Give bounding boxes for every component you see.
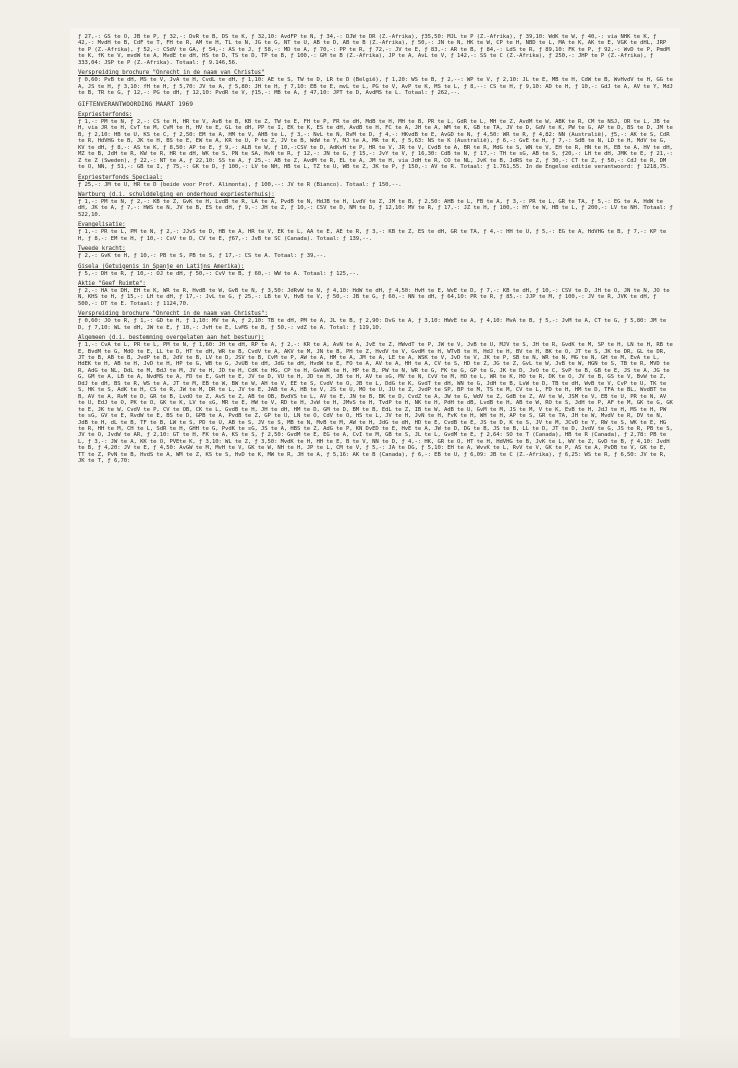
- section-wartburg: [78, 192, 674, 218]
- section-heading: Evangelisatie:: [78, 222, 126, 229]
- section-body: ƒ 25,-: JM te U, HR te D (beide voor Prof. Alimonta), ƒ 100,--: JV te R (Bianco). Totaal: ƒ 150,--.: [78, 181, 402, 188]
- section-heading: Aktie "Geef Ruimte":: [78, 281, 146, 287]
- section-expriesterfonds-speciaal: [78, 175, 674, 188]
- section-heading: Verspreiding brochure "Onrecht in de naam van Christus": [78, 70, 265, 77]
- section-tweede-kracht: [78, 246, 674, 259]
- section-heading: Expriesterfonds Speciaal:: [78, 174, 163, 181]
- scan-shadow: [0, 1032, 738, 1068]
- section-heading: Expriesterfonds:: [78, 112, 133, 119]
- section-body: ƒ 5,-: DH te R, ƒ 10,-: OJ te dH, ƒ 50,-: CvV te B, ƒ 60,-: WW te A. Totaal: ƒ 125,--.: [78, 270, 360, 277]
- intro-paragraph: ƒ 27,-: GS te O, JB te P, ƒ 32,-: DvR te B, DS te K, ƒ 32,10: AvdFP te N, ƒ 34,-: DJW te DR (Z.-Afrika), ƒ35,50: MJL te P (Z.-Afrika), ƒ 39,10: WdK te W, ƒ 40,-: via NHK te K, ƒ 42,-: MvdH te B, CdF te T, FH te R, AM te H, TL te N, JG te G, NT te U, AB te D, AB te B (Z.-Afrika), ƒ 50,-: JN te N, HK te W, CP te H, NBD te L, MA te K, AK te E, VGK te dHL, JRP te P (Z.-Afrika), ƒ 52,-: CSdV te GA, ƒ 54,-: AS te J, ƒ 58,-: MD te A, ƒ 70,-: PP te R, ƒ 72,-: JV te E, ƒ 83,-: AR te B, ƒ 84,-: LdS te R, ƒ 89,10: FK te P, ƒ 92,-: WvD te P, PmdM te K, fK te V, mvdW te A, MvdE te dH, HS te D, TS te D, TP te B, ƒ 100,-: GM te B (Z.-Afrika), JP te A, AvL te V, ƒ 142,-: SS te C (Z.-Afrika), ƒ 250,-: JHP te P (Z.-Afrika), ƒ 333,04: JSP te P (Z.-Afrika). Totaal: ƒ 9.146,56.: [78, 34, 670, 66]
- section-brochure-first: [78, 70, 674, 96]
- section-body: ƒ 2,-: GvK te H, ƒ 10,-: PB te S, PB te S, ƒ 17,-: CS te A. Totaal: ƒ 39,--.: [78, 253, 327, 260]
- section-body: ƒ 1,-: PR te L, PM te N, ƒ 2,-: JJvS te D, HB te A, HR te V, EK te L, AA te E, AE te R, ƒ 3,-: KB te Z, ES te dH, GR te TA, ƒ 4,-: HH te U, ƒ 5,-: EG te A, HdVHG te B, ƒ 7,-: KP te H, ƒ 8,-: EM te H, ƒ 10,-: CsV te D, CV te E, ƒ67,-: JvB te SC (Canada). Totaal: ƒ 139,--.: [78, 229, 667, 242]
- section-heading: Wartburg (d.i. schulddelging en onderhoud expriesterhuis):: [78, 192, 275, 199]
- section-body: ƒ 1,-: CvA te L, PR te L, PM te N, ƒ 1,60: JH te dH, RP te A, ƒ 2,-: KR te A, AvN te A, JvE te Z, HWvdT te P, JW te V, JvB te U, MJV te S, JH te R, GvdK te M, SP te H, LN te H, RB te E, BvdM te G, MdO te E, LL te D, HT te dH, WR te B, CvdV te A, AKV te M, JN te B, PH te Z, HvdV te V, GvdM te H, WTvB te H, HdJ te H, BV te H, BK te O, JT te S, JK te DR, GL te DR, JT te B, AB te B, JvdP te B, JdV te B, LV te D, JSV te B, CvM te P, AW te A, HM te A, JM te A, LE te A, WSK te V, JvD te V, JK te P, SB te N, WR te N, MG te N, GH te M, EvA te L, HdEK te H, AB te H, JvD te H, HP te G, WB te G, JvUB te dH, JdG te dH, HvdW te E, FO te A, AV te A, HH te A, CV te S, HD te Z, JG te Z, GvL te W, JvB te W, HGN te S, TB te R, MVD te R, AdG te NL, DdL te M, BdJ te M, JV te H, JD te H, CdK te HG, CP te H, GvAWK te H, HP te B, PW te N, WR te G, FK te G, GP te G, JK te D, JvO te C, SvP te B, GB te E, JS te A, JG te G, GM te A, LB te A, NvdMS te A, FD te E, GvH te E, JV te D, VU te H, JD te H, JB te H, AV te sG, MV te N, CvV te M, HO te L, WR te K, HO te R, DK te O, JV te B, GS te V, BvW te Z, DdJ te dH, BS te R, WS te A, JT te M, EB te W, BW te W, AH te V, EE te S, CvdV te O, JB te L, DdG te K, GvdT te dH, WN te G, JdH te B, LvW te D, TB te dH, WvB te V, CvP te U, TK te S, HK te S, AdK te H, CS te R, JW te M, DR te L, JV te E, JAB te A, HB te V, JS te U, MO te U, JU te Z, JvdP te SP, BP te M, TS te M, CV te L, FD te H, HM te D, TFA te BL, WvdBT te B, AV te A, RvM te D, GR te B, LvdO te Z, AvS te Z, AB te OB, BvdVS te L, AV te E, JN te B, BK te D, CvdZ te A, JW te G, WdV te Z, GdB te Z, AV te W, JSM te V, EB te U, PR te N, AV te U, EdJ te O, PK te O, GK te K, LV te sG, MR te E, HW te V, RD te H, JvW te H, JMvS te H, TvdP te H, NK te H, PdH te dB, LvdB te H, AB te W, RO te S, JdH te P, AF te M, GK te G, GK te E, JK te W, CvdV te P, CV te OB, CK te L, GvdB te H, JH te dH, HM te D, GM te D, BM te B, EdL te Z, IB te W, AdB te U, GvM te M, JS te M, V te K, EvB te H, JdJ te H, MS te H, PW te sG, GV te E, RvdW te E, BS te D, GPB te A, PvdB te Z, GP te U, LN te O, CdV te O, HS te L, JV te H, JvN te H, FvK te H, WH te H, AP te S, GR te TA, JH te W, MvdV te R, DV te N, JdB te H, dL te B, TF te B, LW te S, PD te U, AB te S, JV te S, MB te N, MvB te M, AW te H, JdG te dH, HD te E, CvdB te E, JS te D, K te S, JV te M, JCvD te Y, RW te S, WK te E, HG te R, HH te M, CH te L, SdR te H, GHH te G, PvdK te sG, JS te A, HBS te Z, AdG te P, KN DvED te E, HvE te A, JW te D, DG te B, JS te B, LL te D, JT te D, JvdV te G, JS te R, PB te S, JV te O, JvdW te AR, ƒ 2,10: GT te H, FK te A, KS te S, ƒ 2,50: GvdM te E, EG te A, CvI te M, GB te S, JL te L, GvdM te E, ƒ 2,64: SO te T (Canada), HB te R (Canada), ƒ 2,78: PB te L, ƒ 3,-: JW te A, KK te O, PVEte K, ƒ 3,10: WL te Z, ƒ 3,50: MvdK te H, HH te E, B te V, NN te D, ƒ 4,-: HK, GR te O, HT te H, HdVHG te B, JvK te L, WV te Z, GvD te B, ƒ 4,10: JvdH te B, ƒ 4,20: JV te E, ƒ 4,50: AvGW te M, MvH te V, GK te W, NH te H, JP te L, CM te V, ƒ 5,-: JA te DG, ƒ 5,10: EH te A, WvvK te L, RvV te V, GK te P, AS te A, PvDB te V, GK te E, TT te Z, PvN te B, HvdS te A, WM te Z, KS te S, HvD te K, MW te R, JH te A, ƒ 5,16: AK te B (Canada), ƒ 6,-: EB te U, ƒ 6,09: JB te C (Z.-Afrika), ƒ 6,25: WS te R, ƒ 6,50: JV te R, JK te T, ƒ 6,70:: [78, 342, 673, 465]
- section-heading: Algemeen (d.i. bestemming overgelaten aan het bestuur):: [78, 335, 265, 342]
- section-gisela: [78, 264, 674, 277]
- section-expriesterfonds: [78, 112, 674, 171]
- section-body: ƒ 0,60: JO te R, ƒ 1,-: GD te H, ƒ 1,10: MV te A, ƒ 2,10: TB te dH, PM te A, JL te B, ƒ 2,90: DvG te A, ƒ 3,10: HWvE te A, ƒ 4,10: MvA te B, ƒ 5,-: JvM te A, CT te G, ƒ 5,80: JM te D, ƒ 7,10: WL te dH, JW te E, ƒ 10,-: JvH te E, LvMS te B, ƒ 50,-: vdZ te A. Total: ƒ 119,10.: [78, 318, 667, 331]
- section-body: ƒ 0,60: PvB te dH, MS te V, JvA te H, CvdL te dH, ƒ 1,10: AE te S, TW te D, LR te D (België), ƒ 1,20: WS te B, ƒ 2,--: WP te V, ƒ 2,10: JL te E, MB te H, CdW te B, WvHvdV te H, GG te A, JS te H, ƒ 3,10: fH te H, ƒ 5,70: JV te A, ƒ 5,80: JH te H, ƒ 7,10: EB te E, mvL te L, PG te V, AvP te K, MS te L, ƒ 8,--: CS te H, ƒ 9,10: AD te H, ƒ 10,-: GdJ te A, AV te Y, MdJ te B, TR te G, ƒ 12,-: PG te dH, ƒ 12,10: PvdR te V, ƒ15,-: MB te A, ƒ 47,10: JPT te D, AvdMS te L. Totaal: ƒ 262,--.: [78, 77, 673, 97]
- section-algemeen: [78, 335, 674, 465]
- section-aktie-geef-ruimte: [78, 281, 674, 307]
- section-body: ƒ 2,-: HA te DH, EH te K, WR te R, HvdB te W, GvB te N, ƒ 3,50: JdRvW te N, ƒ 4,10: HdW te dH, ƒ 4,50: HvH te E, WvE te D, ƒ 7,-: KB te dH, ƒ 10,-: CSV te D, JH te O, JN te N, JO te N, KHS te H, ƒ 15,-: LH te dH, ƒ 17,-: JvL te G, ƒ 25,-: LB te V, HvB te V, ƒ 50,-: JB te G, ƒ 60,-: NN te dH, ƒ 64,10: PR te R, ƒ 85,-: JJP te M, ƒ 100,-: JV te R, JVK te dH, ƒ 500,-: DT te E. Totaal: ƒ 1124,70.: [78, 287, 670, 307]
- section-brochure-second: [78, 311, 674, 331]
- document-body: [78, 34, 674, 465]
- section-heading: Tweede kracht:: [78, 246, 126, 253]
- section-heading: Verspreiding brochure "Onrecht in de naam van Christus":: [78, 311, 268, 318]
- main-title: GIFTENVERANTWOORDING MAART 1969: [78, 100, 194, 108]
- section-evangelisatie: [78, 222, 674, 242]
- section-body: ƒ 1,-: PM te N, ƒ 2,-: CS te H, HR te V, AvB te B, KB te Z, TW te E, FH te P, FR te dH, MdB te H, MH te B, PR te L, GdR te L, MH te Z, AvdM te W, ABK te R, CM te NSJ, OR te L, JB te H, via JR te H, CvT te M, CvM te H, HV te E, GL te dH, PP te I, EK te K, ES te dH, AvdB te H, FC te A, JH te A, WM te K, GB te TA, JV te D, GdV te K, PW te G, AP te D, BS te D, JM te B, ƒ 2,10: HB te U, KS te C, ƒ 2,50: EM te A, HM te V, AHB te L, ƒ 3,-: NvL te N, RvM te D, ƒ 4,-: HKvdB te E, AvGD te N, ƒ 4,50: WR te R, ƒ 4,82: NN (Australië), ƒ5,-: AK te S, CdR te R, HdVHG te B, JK te H, BS te E, EW te A, KR te U, P te Z, JV te B, WdW te Y, MJ te A, MR te K, ƒ 5,63: NS te K (Australië), ƒ 6,-: GvE te H, ƒ 7,-: SdB te N, LD te H, MdV te G, KV te dH, ƒ 8,-: AS te K, ƒ 8,50: AP te E, ƒ 9,-: ALB te W, ƒ 10,-:CSV te D, AdKvH te P, HR te V, JR te V, CvdB te A, BR te R, MdG te S, WN te V, EH te R, HN te H, EB te A, HV te dH, MZ te B, JdH te R, KW te R, HR te dH, WK te S, PN te SA, HvN te R, ƒ 12,-: JN te G, ƒ 15,-: JvY te V, ƒ 16,30: CdB te N, ƒ 17,-: TH te sG, AB te S, ƒ20,-: LH te dH, JMK te E, ƒ 21,-: Z te Z (Sweden), ƒ 22,-: NT te A, ƒ 22,10: SS te A, ƒ 25,-: AB te Z, AvdM te R, EL te A, JM te H, via JdH te R, CO te NL, JvK te B, JdRS te Z, ƒ 30,-: CT te Z, ƒ 50,-: CdJ te R, DM te O, NN, ƒ 51,-: GB te I, ƒ 75,-: GK te D, ƒ 100,-: LV te NH, HB te L, TZ te U, WB te Z, JK te P, ƒ 150,-: AV te R. Totaal: ƒ 1.761,55. In de Engelse editie verantwoord: ƒ 1218,75.: [78, 118, 673, 171]
- section-body: ƒ 1,-: PM te N, ƒ 2,-: KB te Z, GvK te H, LvdB te R, LA te A, PvdB te N, HdJB te H, LvdV te Z, JM te B, ƒ 2,50: AHB te L, FB te A, ƒ 3,-: PR te L, GR te TA, ƒ 5,-: EG te A, HdW te dH, JK te A, ƒ 7,-: HWS te N, JV te B, ES te dH, ƒ 9,-: JH te Z, ƒ 10,-: CSV te D, NM te D, ƒ 12,10: MV te R, ƒ 17,-: JZ te H, ƒ 100,-: HY te W, HB te L, ƒ 200,-: LV te NH. Totaal: ƒ 522,10.: [78, 198, 673, 218]
- section-heading: Gisela (Getuigenis in Spanje en Latijns Amerika):: [78, 263, 245, 270]
